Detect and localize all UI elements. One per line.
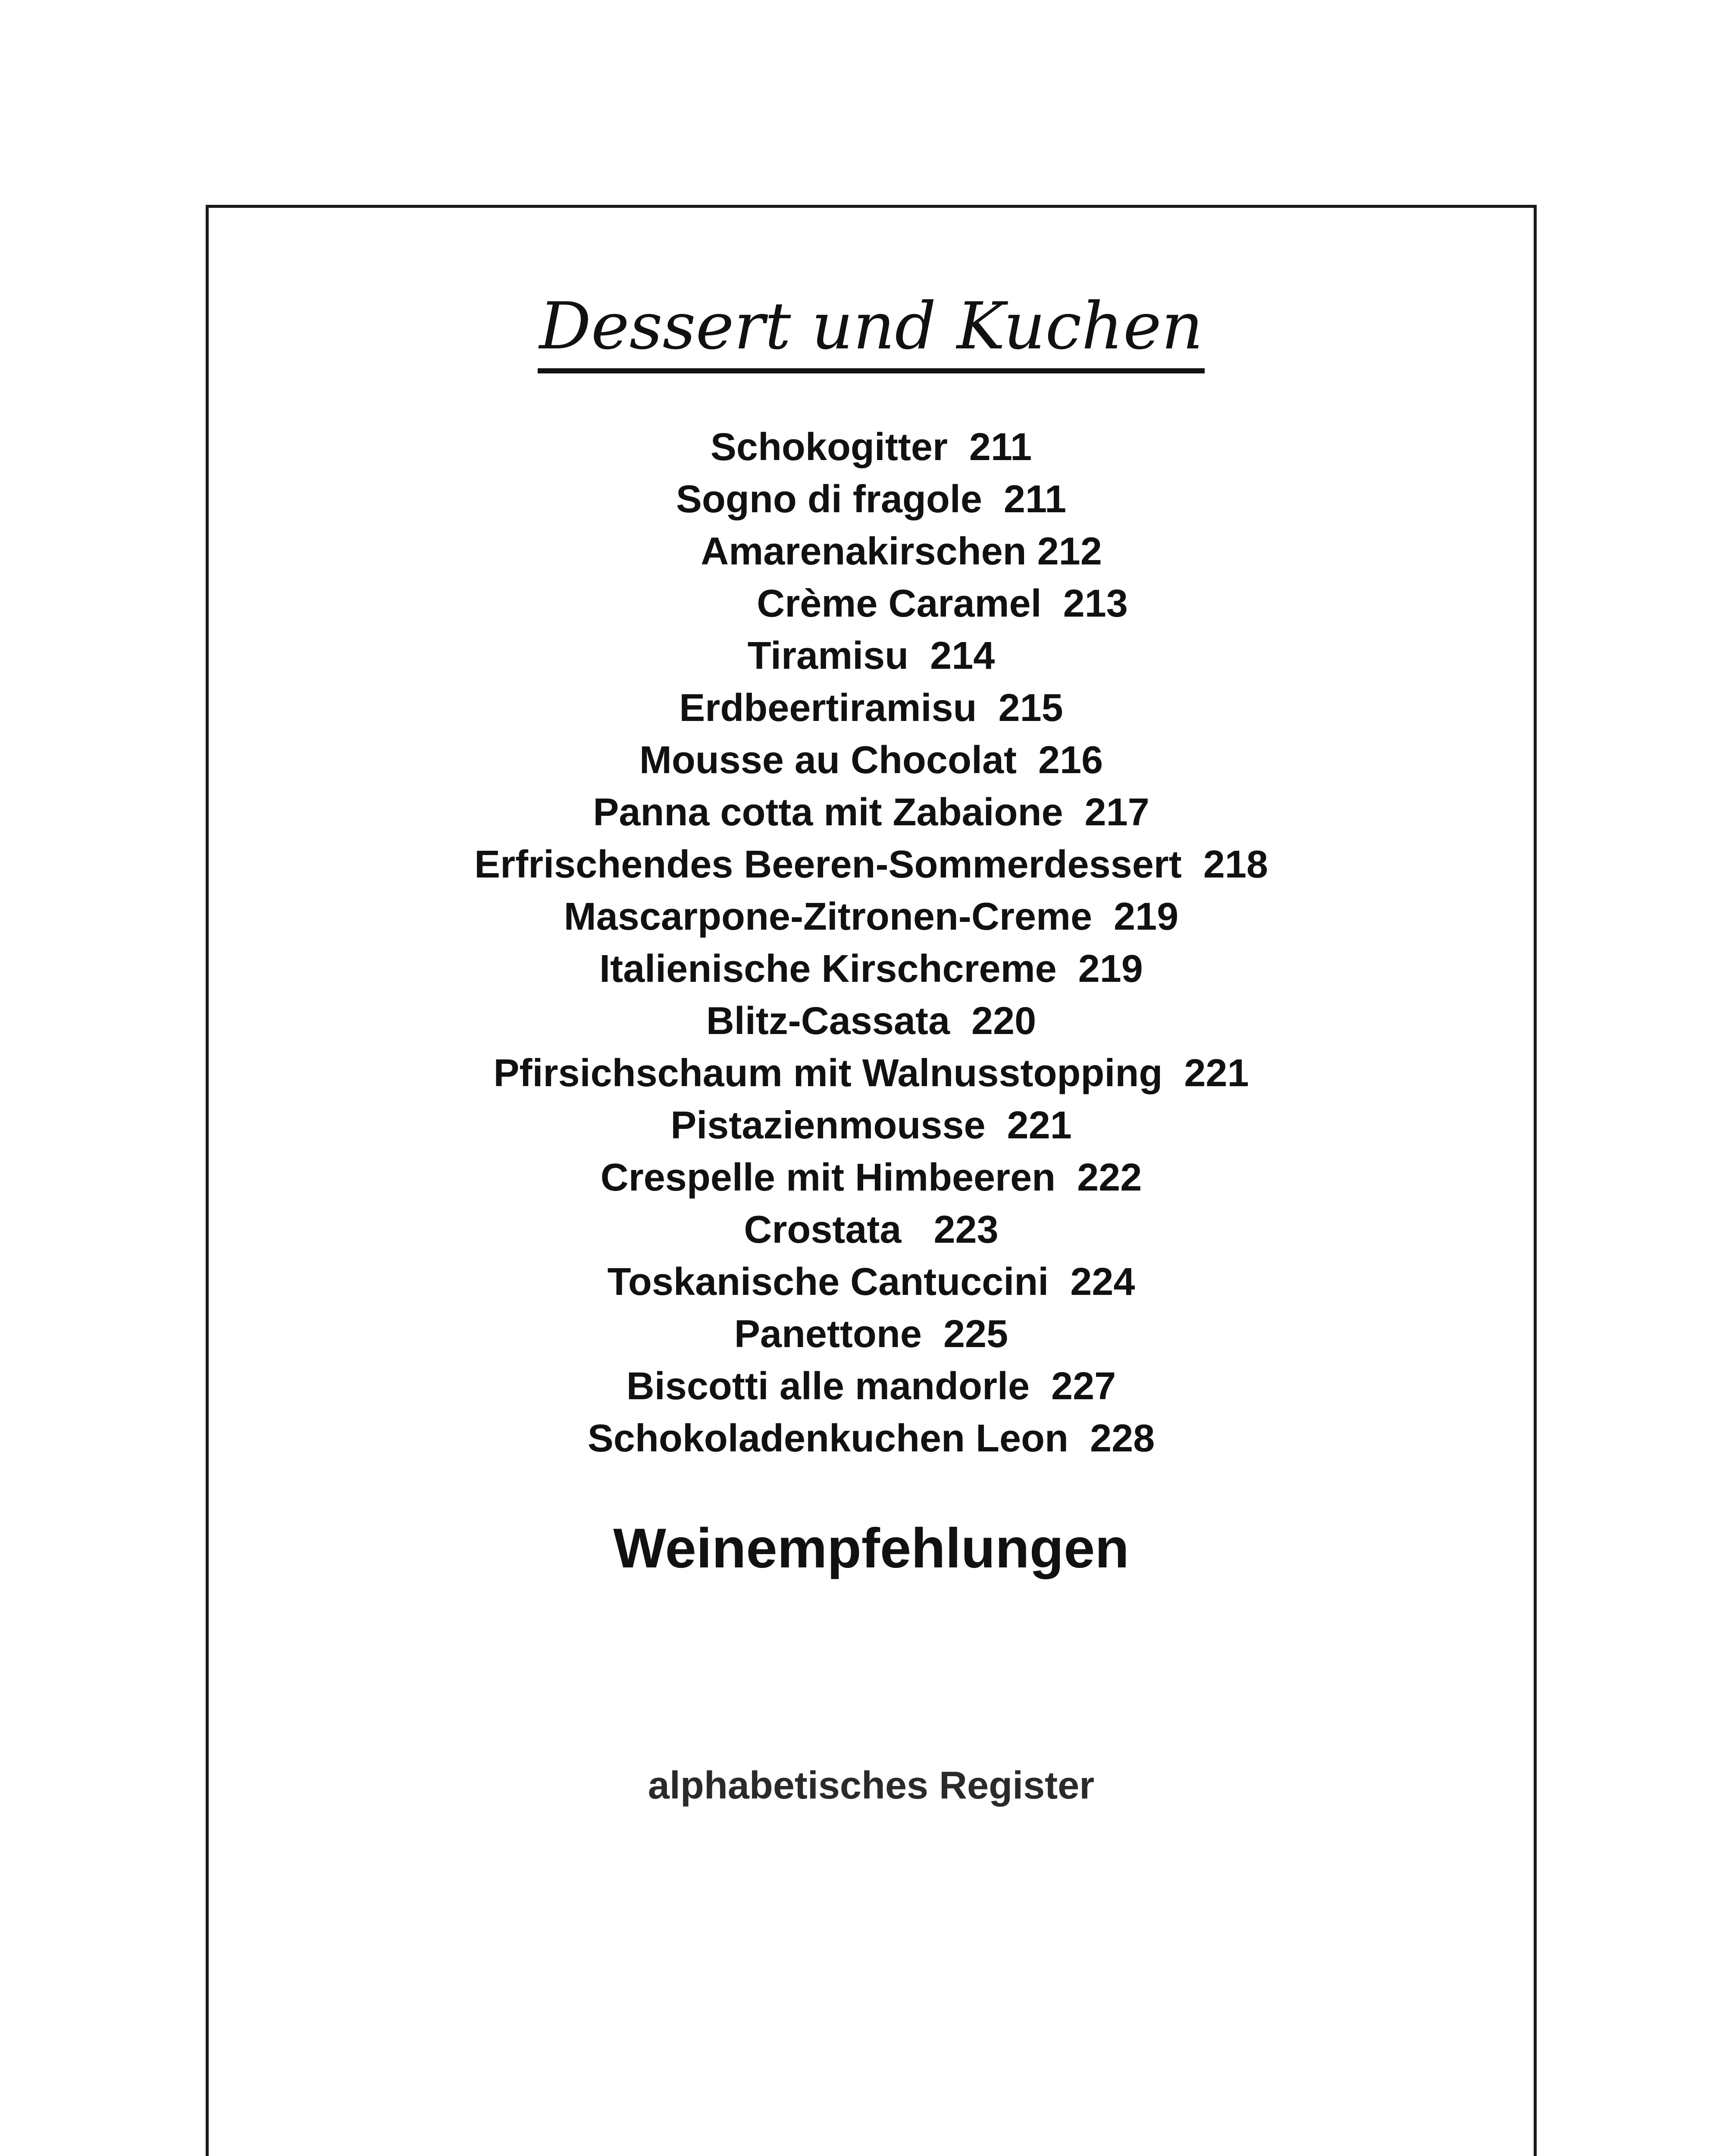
contents-entry: Panna cotta mit Zabaione 217	[593, 791, 1149, 834]
contents-entry: Crespelle mit Himbeeren 222	[600, 1156, 1142, 1199]
contents-entry: Erdbeertiramisu 215	[679, 686, 1063, 730]
contents-entry: Mascarpone-Zitronen-Creme 219	[564, 895, 1179, 938]
section-title	[209, 289, 1534, 364]
contents-entry: Sogno di fragole 211	[676, 478, 1067, 521]
contents-list	[209, 421, 1534, 1465]
contents-entry: Schokoladenkuchen Leon 228	[587, 1417, 1155, 1460]
wine-heading: Weinempfehlungen	[613, 1517, 1129, 1579]
contents-frame	[206, 205, 1537, 2156]
contents-entry: Schokogitter 211	[710, 426, 1032, 469]
contents-entry: Crème Caramel 213	[757, 582, 1128, 625]
register-heading: alphabetisches Register	[648, 1764, 1095, 1807]
contents-entry: Tiramisu 214	[747, 634, 995, 677]
contents-entry: Crostata 223	[744, 1208, 999, 1251]
section-title-text: Dessert und Kuchen	[538, 289, 1205, 373]
contents-entry: Pistazienmousse 221	[670, 1104, 1072, 1147]
contents-entry: Panettone 225	[734, 1313, 1009, 1356]
contents-entry: Amarenakirschen 212	[701, 530, 1102, 573]
contents-entry: Toskanische Cantuccini 224	[607, 1260, 1135, 1304]
contents-entry: Erfrischendes Beeren-Sommerdessert 218	[474, 843, 1268, 886]
contents-entry: Italienische Kirschcreme 219	[599, 947, 1143, 990]
contents-entry: Pfirsichschaum mit Walnusstopping 221	[493, 1052, 1249, 1095]
contents-entry: Blitz-Cassata 220	[706, 1000, 1037, 1043]
contents-entry: Mousse au Chocolat 216	[639, 739, 1103, 782]
contents-entry: Biscotti alle mandorle 227	[626, 1365, 1116, 1408]
